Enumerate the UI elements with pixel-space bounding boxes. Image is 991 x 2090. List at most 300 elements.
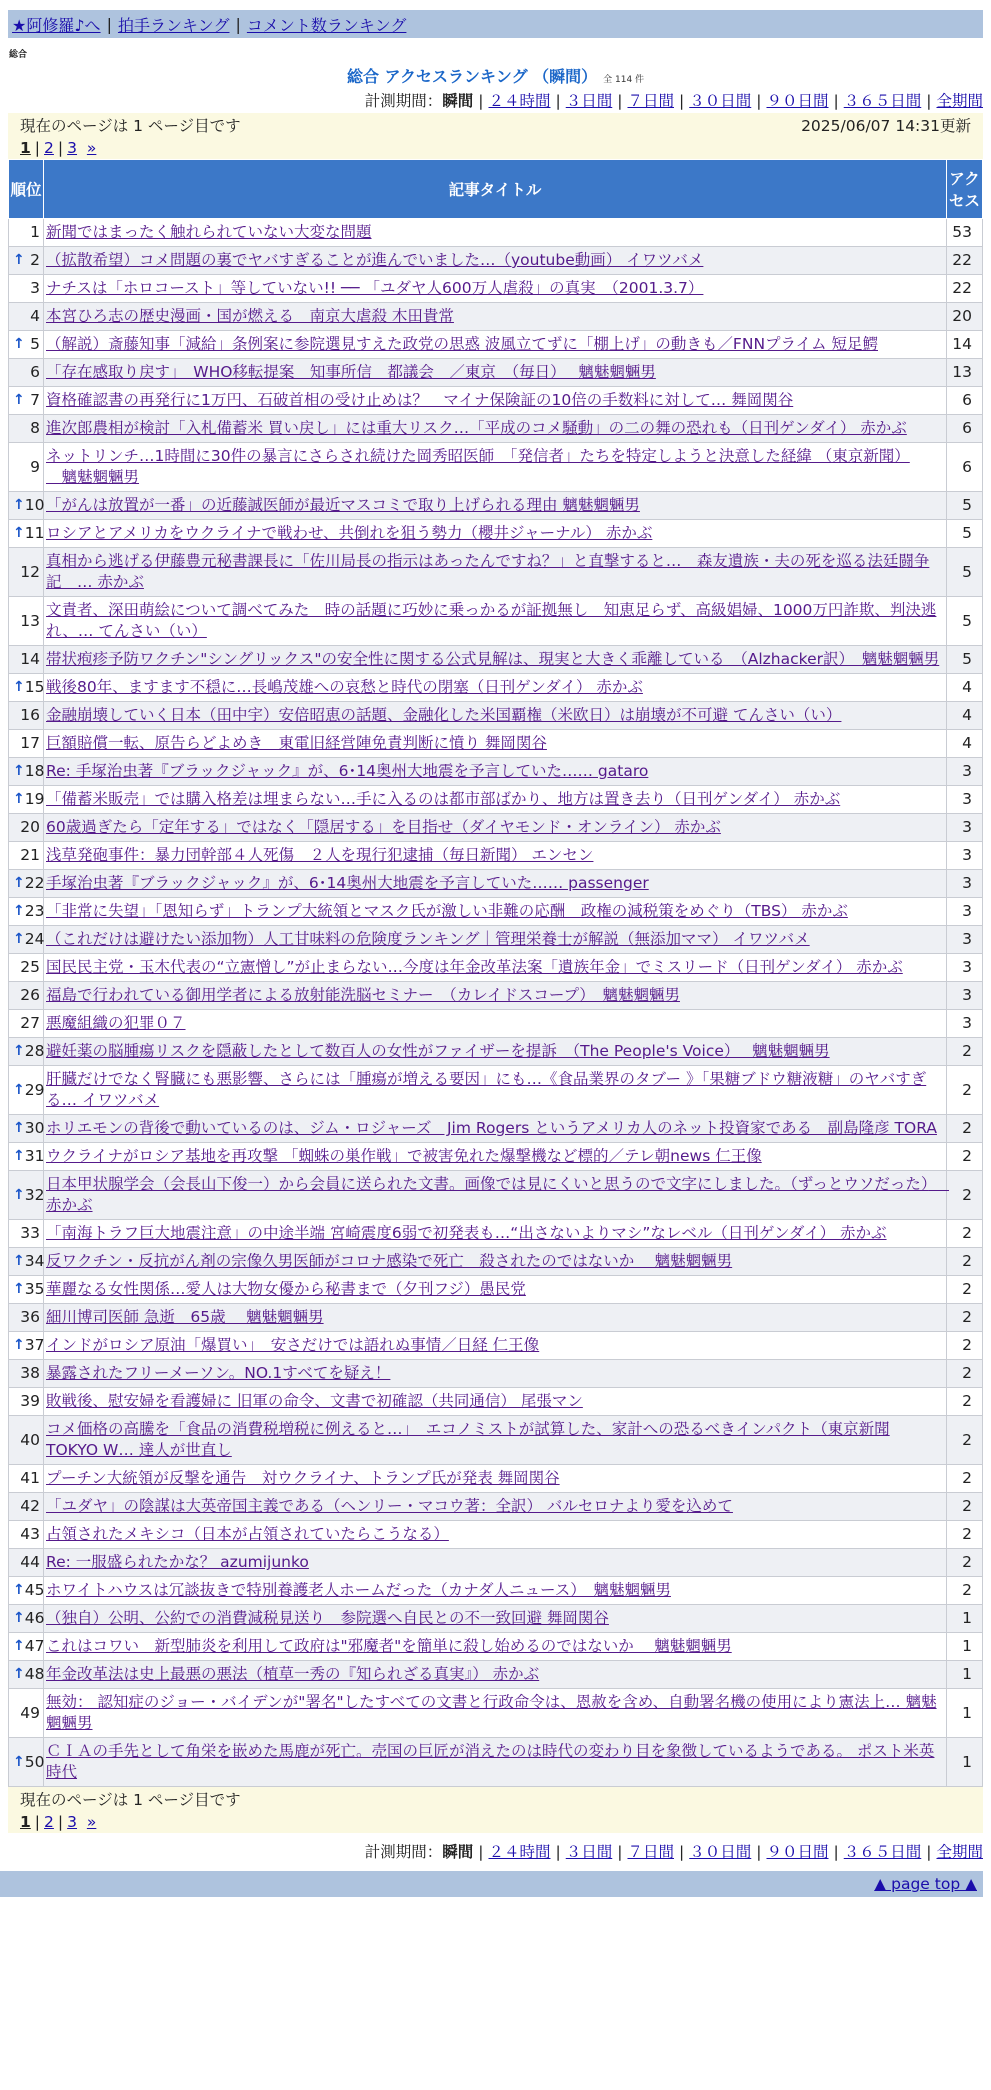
article-link[interactable]: 国民民主党・玉木代表の“立憲憎し”が止まらない…今度は年金改革法案「遺族年金」でミスリード（日刊ゲンダイ） 赤かぶ [46, 958, 903, 976]
home-link[interactable]: ★阿修羅♪へ [12, 15, 101, 35]
title-cell [44, 492, 947, 520]
article-link[interactable]: 反ワクチン・反抗がん剤の宗像久男医師がコロナ感染で死亡 殺されたのではないか 魑魅魍魎男 [46, 1252, 733, 1270]
rank-number: 49 [20, 1703, 40, 1722]
access-count: 2 [947, 1304, 983, 1332]
article-link[interactable]: 日本甲状腺学会（会長山下俊一）から会員に送られた文書。画像では見にくいと思うので文字にしました。（ずっとウソだった） 赤かぶ [46, 1175, 950, 1214]
table-row [9, 1066, 983, 1115]
rank-cell [9, 1388, 44, 1416]
title-cell [44, 982, 947, 1010]
access-count: 2 [947, 1360, 983, 1388]
rank-cell [9, 1115, 44, 1143]
current-page-text: 現在のページは 1 ページ目です [20, 117, 241, 135]
clap-ranking-link[interactable]: 拍手ランキング [117, 15, 230, 35]
rank-cell [9, 1066, 44, 1115]
title-cell [44, 730, 947, 758]
access-count: 2 [947, 1465, 983, 1493]
article-link[interactable]: コメ価格の高騰を「食品の消費税増税に例えると…」 エコノミストが試算した、家計への恐るべきインパクト（東京新聞 TOKYO W… 達人が世直し [46, 1420, 890, 1459]
rank-number: 20 [20, 818, 40, 836]
next-page-link[interactable]: » [86, 1813, 97, 1831]
article-link[interactable]: 浅草発砲事件：暴力団幹部４人死傷 ２人を現行犯逮捕（毎日新聞） エンセン [46, 846, 594, 864]
table-row [9, 548, 983, 597]
rank-cell [9, 597, 44, 646]
up-arrow-icon: ↑ [13, 1666, 25, 1682]
period-selector-bottom [0, 1837, 983, 1867]
rank-number: 21 [20, 846, 40, 864]
table-row [9, 1738, 983, 1787]
table-row [9, 842, 983, 870]
article-link[interactable]: ＣＩＡの手先として角栄を嵌めた馬鹿が死亡。売国の巨匠が消えたのは時代の変わり目を象徴しているようである。 ポスト米英時代 [46, 1742, 935, 1781]
title-cell [44, 1360, 947, 1388]
table-row [9, 275, 983, 303]
ranking-table [8, 159, 983, 1787]
period-option: 瞬間 [442, 92, 474, 110]
article-link[interactable]: 「ユダヤ」の陰謀は大英帝国主義である（ヘンリー・マコウ著：全訳） バルセロナより愛を込めて [46, 1497, 733, 1515]
table-row [9, 898, 983, 926]
rank-number: 4 [30, 307, 40, 325]
page-top-bar [0, 1871, 983, 1897]
pager-top [8, 113, 983, 159]
article-link[interactable]: 手塚治虫著『ブラックジャック』が、6･14奥州大地震を予言していた…… passenger [46, 874, 649, 892]
rank-number: 22 [24, 874, 45, 892]
rank-number: 11 [24, 524, 45, 542]
table-row [9, 1633, 983, 1661]
article-link[interactable]: 「非常に失望」「恩知らず」トランプ大統領とマスク氏が激しい非難の応酬 政権の減税策をめぐり（TBS） 赤かぶ [46, 902, 848, 920]
table-row [9, 702, 983, 730]
table-row [9, 1010, 983, 1038]
up-arrow-icon: ↑ [13, 1638, 25, 1654]
rank-cell [9, 387, 44, 415]
up-arrow-icon: ↑ [13, 1120, 25, 1136]
up-arrow-icon: ↑ [13, 875, 25, 891]
article-link[interactable]: 占領されたメキシコ（日本が占領されていたらこうなる） [46, 1525, 449, 1543]
access-count: 1 [947, 1633, 983, 1661]
col-title: 記事タイトル [44, 160, 947, 219]
period-option[interactable]: 全期間 [936, 92, 983, 110]
article-link[interactable]: 「存在感取り戻す」 WHO移転提案 知事所信 都議会 ／東京 （毎日） 魑魅魍魎男 [46, 363, 656, 381]
access-count: 3 [947, 814, 983, 842]
article-link[interactable]: ホワイトハウスは冗談抜きで特別養護老人ホームだった（カナダ人ニュース） 魑魅魍魎男 [46, 1581, 671, 1599]
title-cell [44, 275, 947, 303]
up-arrow-icon: ↑ [13, 1043, 25, 1059]
rank-cell [9, 1171, 44, 1220]
period-option[interactable]: 全期間 [936, 1843, 983, 1861]
period-option[interactable]: ３０日間 [689, 92, 752, 110]
rank-number: 19 [24, 790, 45, 808]
title-cell [44, 1388, 947, 1416]
page-link[interactable]: 2 [44, 139, 54, 157]
period-selector [0, 89, 983, 113]
table-row [9, 1332, 983, 1360]
page-link[interactable]: 2 [44, 1813, 54, 1831]
period-option[interactable]: ２４時間 [488, 92, 551, 110]
period-option[interactable]: ２４時間 [488, 1843, 551, 1861]
article-link[interactable]: 暴露されたフリーメーソン。NO.1すべてを疑え！ [46, 1364, 391, 1382]
access-count: 3 [947, 898, 983, 926]
table-row [9, 646, 983, 674]
article-link[interactable]: 進次郎農相が検討「入札備蓄米 買い戻し」には重大リスク…「平成のコメ騒動」の二の舞の恐れも（日刊ゲンダイ） 赤かぶ [46, 419, 907, 437]
rank-number: 32 [24, 1185, 45, 1204]
article-link[interactable]: インドがロシア原油「爆買い」 安さだけでは語れぬ事情／日経 仁王像 [46, 1336, 540, 1354]
page-link[interactable]: 3 [67, 1813, 78, 1831]
title-cell [44, 1633, 947, 1661]
access-count: 22 [947, 247, 983, 275]
rank-cell [9, 814, 44, 842]
title-cell [44, 303, 947, 331]
table-row [9, 730, 983, 758]
period-option[interactable]: ３６５日間 [843, 92, 922, 110]
period-sep: | [555, 92, 561, 110]
access-count: 2 [947, 1493, 983, 1521]
current-page-text: 現在のページは 1 ページ目です [20, 1791, 241, 1809]
title-cell [44, 1605, 947, 1633]
access-count: 2 [947, 1038, 983, 1066]
rank-cell [9, 548, 44, 597]
rank-cell [9, 415, 44, 443]
title-cell [44, 1549, 947, 1577]
up-arrow-icon: ↑ [13, 1753, 25, 1770]
up-arrow-icon: ↑ [13, 1337, 25, 1353]
title-cell [44, 1276, 947, 1304]
title-cell [44, 842, 947, 870]
period-option[interactable]: ９０日間 [766, 1843, 829, 1861]
table-row [9, 1416, 983, 1465]
access-count: 2 [947, 1388, 983, 1416]
article-link[interactable]: 資格確認書の再発行に1万円、石破首相の受け止めは？ マイナ保険証の10倍の手数料に対して… 舞岡関谷 [46, 391, 794, 409]
period-option[interactable]: ３６５日間 [843, 1843, 922, 1861]
article-link[interactable]: 「備蓄米販売」では購入格差は埋まらない…手に入るのは都市部ばかり、地方は置き去り（日刊ゲンダイ） 赤かぶ [46, 790, 841, 808]
article-link[interactable]: ナチスは「ホロコースト」等していない!! ── 「ユダヤ人600万人虐殺」の真実 （2001.3.7） [46, 279, 704, 297]
title-cell [44, 1465, 947, 1493]
article-link[interactable]: 避妊薬の脳腫瘍リスクを隠蔽したとして数百人の女性がファイザーを提訴 （The People's Voice） 魑魅魍魎男 [46, 1042, 830, 1060]
article-link[interactable]: 帯状疱疹予防ワクチン"シングリックス"の安全性に関する公式見解は、現実と大きく乖離している （Alzhacker訳） 魑魅魍魎男 [46, 650, 940, 668]
rank-cell [9, 786, 44, 814]
rank-number: 30 [24, 1119, 45, 1137]
table-row [9, 1493, 983, 1521]
title-cell [44, 548, 947, 597]
nav-sep: | [106, 14, 112, 34]
rank-number: 1 [30, 223, 40, 241]
rank-cell [9, 1521, 44, 1549]
article-link[interactable]: 年金改革法は史上最悪の悪法（植草一秀の『知られざる真実』） 赤かぶ [46, 1665, 540, 1683]
rank-number: 25 [20, 958, 40, 976]
title-cell [44, 1577, 947, 1605]
table-row [9, 1549, 983, 1577]
period-option: 瞬間 [442, 1843, 474, 1861]
title-cell [44, 1689, 947, 1738]
rank-number: 46 [24, 1609, 45, 1627]
period-sep: | [679, 1843, 685, 1861]
period-label: 計測期間： [364, 92, 443, 110]
rank-cell [9, 702, 44, 730]
rank-number: 35 [24, 1280, 45, 1298]
page-top-link[interactable]: ▲ page top ▲ [874, 1875, 977, 1893]
page-link: 1 [20, 1813, 31, 1831]
rank-number: 29 [24, 1080, 45, 1099]
up-arrow-icon: ↑ [13, 392, 25, 408]
access-count: 3 [947, 870, 983, 898]
article-link[interactable]: 華麗なる女性関係…愛人は大物女優から秘書まで（夕刊フジ）愚民党 [46, 1280, 526, 1298]
table-row [9, 443, 983, 492]
up-arrow-icon: ↑ [13, 1610, 25, 1626]
title-cell [44, 1066, 947, 1115]
rank-number: 2 [30, 251, 40, 269]
rank-cell [9, 1465, 44, 1493]
table-row [9, 758, 983, 786]
page-sep: | [34, 139, 41, 157]
article-link[interactable]: 肝臓だけでなく腎臓にも悪影響、さらには「腫瘍が増える要因」にも…《食品業界のタブー 》「果糖ブドウ糖液糖」のヤバすぎる… イワツバメ [46, 1070, 927, 1109]
article-link[interactable]: 文責者、深田萌絵について調べてみた 時の話題に巧妙に乗っかるが証拠無し 知恵足らず、高級娼婦、1000万円詐欺、判決逃れ、… てんさい（い） [46, 601, 937, 640]
rank-cell [9, 443, 44, 492]
table-row [9, 674, 983, 702]
table-row [9, 1388, 983, 1416]
article-link[interactable]: 福島で行われている御用学者による放射能洗脳セミナー （カレイドスコープ） 魑魅魍魎男 [46, 986, 680, 1004]
table-row [9, 520, 983, 548]
rank-cell [9, 1220, 44, 1248]
access-count: 20 [947, 303, 983, 331]
title-cell [44, 597, 947, 646]
access-count: 2 [947, 1248, 983, 1276]
access-count: 3 [947, 1010, 983, 1038]
comment-ranking-link[interactable]: コメント数ランキング [246, 15, 407, 35]
period-sep: | [756, 92, 762, 110]
table-row [9, 492, 983, 520]
table-row [9, 597, 983, 646]
rank-number: 27 [20, 1014, 40, 1032]
title-cell [44, 1115, 947, 1143]
title-cell [44, 1171, 950, 1220]
page-sep: | [57, 1813, 64, 1831]
total-count: 全 114 件 [603, 75, 645, 85]
up-arrow-icon: ↑ [13, 1186, 25, 1203]
rank-number: 17 [20, 734, 40, 752]
page-sep: | [57, 139, 64, 157]
up-arrow-icon: ↑ [13, 903, 25, 919]
article-link[interactable]: ネットリンチ…1時間に30件の暴言にさらされ続けた岡秀昭医師 「発信者」たちを特定しようと決意した経緯 （東京新聞） 魑魅魍魎男 [46, 447, 910, 486]
period-sep: | [478, 1843, 484, 1861]
rank-cell [9, 870, 44, 898]
rank-number: 6 [30, 363, 40, 381]
table-row [9, 814, 983, 842]
table-row [9, 415, 983, 443]
article-link[interactable]: 真相から逃げる伊藤豊元秘書課長に「佐川局長の指示はあったんですね？」と直撃すると… 森友遺族・夫の死を巡る法廷闘争記 … 赤かぶ [46, 552, 930, 591]
article-link[interactable]: 金融崩壊していく日本（田中宇）安倍昭恵の話題、金融化した米国覇権（米欧日）は崩壊が不可避 てんさい（い） [46, 706, 842, 724]
article-link[interactable]: （独自）公明、公約での消費減税見送り 参院選へ自民との不一致回避 舞岡関谷 [46, 1609, 609, 1627]
up-arrow-icon: ↑ [13, 525, 25, 541]
article-link[interactable]: （拡散希望）コメ問題の裏でヤバすぎることが進んでいました…（youtube動画） イワツバメ [46, 251, 704, 269]
access-count: 1 [947, 1605, 983, 1633]
rank-number: 24 [24, 930, 45, 948]
access-count: 2 [947, 1220, 983, 1248]
article-link[interactable]: 戦後80年、ますます不穏に…長嶋茂雄への哀愁と時代の閉塞（日刊ゲンダイ） 赤かぶ [46, 678, 643, 696]
title-cell [44, 1738, 947, 1787]
access-count: 2 [947, 1521, 983, 1549]
rank-cell [9, 1605, 44, 1633]
title-cell [44, 1304, 947, 1332]
up-arrow-icon: ↑ [13, 1582, 25, 1598]
table-row [9, 303, 983, 331]
title-cell [44, 758, 947, 786]
up-arrow-icon: ↑ [13, 931, 25, 947]
top-nav [8, 10, 983, 38]
title-cell [44, 1038, 947, 1066]
period-sep: | [555, 1843, 561, 1861]
title-cell [44, 954, 947, 982]
title-cell [44, 1248, 947, 1276]
article-link[interactable]: 本宮ひろ志の歴史漫画・国が燃える 南京大虐殺 木田貴常 [46, 307, 454, 325]
rank-number: 50 [24, 1752, 45, 1771]
rank-number: 39 [20, 1392, 40, 1410]
rank-cell [9, 359, 44, 387]
table-row [9, 954, 983, 982]
article-link[interactable]: （これだけは避けたい添加物）人工甘味料の危険度ランキング｜管理栄養士が解説（無添加ママ） イワツバメ [46, 930, 810, 948]
page-link[interactable]: 3 [67, 139, 78, 157]
rank-number: 47 [24, 1637, 45, 1655]
rank-number: 8 [30, 419, 40, 437]
rank-cell [9, 1549, 44, 1577]
up-arrow-icon: ↑ [13, 1253, 25, 1269]
rank-number: 26 [20, 986, 40, 1004]
period-option[interactable]: ３０日間 [689, 1843, 752, 1861]
rank-cell [9, 646, 44, 674]
article-link[interactable]: プーチン大統領が反撃を通告 対ウクライナ、トランプ氏が発表 舞岡関谷 [46, 1469, 560, 1487]
rank-cell [9, 520, 44, 548]
page-title [0, 64, 991, 86]
article-link[interactable]: 無効： 認知症のジョー・バイデンが"署名"したすべての文書と行政命令は、恩赦を含め、自動署名機の使用により憲法上… 魑魅魍魎男 [46, 1693, 937, 1732]
title-cell [44, 674, 947, 702]
access-count: 3 [947, 982, 983, 1010]
period-option[interactable]: ７日間 [627, 1843, 674, 1861]
table-row [9, 1143, 983, 1171]
table-row [9, 219, 983, 247]
rank-number: 31 [24, 1147, 45, 1165]
access-count: 6 [947, 387, 983, 415]
access-count: 5 [947, 646, 983, 674]
title-cell [44, 219, 947, 247]
access-count: 3 [947, 954, 983, 982]
period-sep: | [478, 92, 484, 110]
table-row [9, 1248, 983, 1276]
table-row [9, 1038, 983, 1066]
article-link[interactable]: 敗戦後、慰安婦を看護婦に 旧軍の命令、文書で初確認（共同通信） 尾張マン [46, 1392, 583, 1410]
article-link[interactable]: Re: 手塚治虫著『ブラックジャック』が、6･14奥州大地震を予言していた…… gataro [46, 762, 649, 780]
title-cell [44, 926, 947, 954]
article-link[interactable]: ホリエモンの背後で動いているのは、ジム・ロジャーズ Jim Rogers というアメリカ人のネット投資家である 副島隆彦 TORA [46, 1119, 937, 1137]
article-link[interactable]: 「南海トラフ巨大地震注意」の中途半端 宮崎震度6弱で初発表も…“出さないよりマシ”なレベル（日刊ゲンダイ） 赤かぶ [46, 1224, 887, 1242]
table-row [9, 247, 983, 275]
access-count: 14 [947, 331, 983, 359]
up-arrow-icon: ↑ [13, 336, 25, 352]
up-arrow-icon: ↑ [13, 252, 25, 268]
col-access: アクセス [947, 160, 983, 219]
access-count: 3 [947, 786, 983, 814]
article-link[interactable]: 細川博司医師 急逝 65歳 魑魅魍魎男 [46, 1308, 324, 1326]
rank-number: 23 [24, 902, 45, 920]
access-count: 4 [947, 730, 983, 758]
rank-number: 33 [20, 1224, 40, 1242]
period-option[interactable]: ３日間 [565, 1843, 613, 1861]
title-cell [44, 1521, 947, 1549]
page-links [20, 137, 971, 159]
rank-cell [9, 247, 44, 275]
table-row [9, 387, 983, 415]
nav-sep: | [235, 14, 241, 34]
title-cell [44, 786, 947, 814]
access-count: 2 [947, 1332, 983, 1360]
up-arrow-icon: ↑ [13, 763, 25, 779]
rank-cell [9, 1010, 44, 1038]
access-count: 2 [947, 1115, 983, 1143]
title-cell [44, 702, 947, 730]
title-cell [44, 1220, 947, 1248]
period-sep: | [833, 92, 839, 110]
access-count: 4 [947, 702, 983, 730]
rank-cell [9, 842, 44, 870]
title-cell [44, 331, 947, 359]
table-row [9, 926, 983, 954]
period-sep: | [926, 92, 932, 110]
access-count: 1 [947, 1661, 983, 1689]
page-links [20, 1811, 971, 1833]
title-cell [44, 1416, 947, 1465]
access-count: 3 [947, 758, 983, 786]
article-link[interactable]: 巨額賠償一転、原告らどよめき 東電旧経営陣免責判断に憤り 舞岡関谷 [46, 734, 547, 752]
table-row [9, 1171, 983, 1220]
period-sep: | [833, 1843, 839, 1861]
article-link[interactable]: これはコワい 新型肺炎を利用して政府は"邪魔者"を簡単に殺し始めるのではないか 魑魅魍魎男 [46, 1637, 732, 1655]
period-sep: | [756, 1843, 762, 1861]
up-arrow-icon: ↑ [13, 791, 25, 807]
period-option[interactable]: ７日間 [627, 92, 674, 110]
article-link[interactable]: 「がんは放置が一番」の近藤誠医師が最近マスコミで取り上げられる理由 魑魅魍魎男 [46, 496, 640, 514]
period-option[interactable]: ９０日間 [766, 92, 829, 110]
access-count: 2 [947, 1276, 983, 1304]
updated-time: 2025/06/07 14:31更新 [801, 117, 971, 135]
access-count: 3 [947, 926, 983, 954]
access-count: 13 [947, 359, 983, 387]
access-count: 1 [947, 1689, 983, 1738]
rank-number: 10 [24, 496, 45, 514]
rank-cell [9, 1248, 44, 1276]
up-arrow-icon: ↑ [13, 1148, 25, 1164]
category-crumb: 総合 [9, 50, 28, 60]
access-count: 5 [947, 520, 983, 548]
article-link[interactable]: 新聞ではまったく触れられていない大変な問題 [46, 223, 372, 241]
article-link[interactable]: Re: 一服盛られたかな？ azumijunko [46, 1553, 309, 1571]
article-link[interactable]: ウクライナがロシア基地を再攻撃 「蜘蛛の巣作戦」で被害免れた爆撃機など標的／テレ朝news 仁王像 [46, 1147, 762, 1165]
rank-cell [9, 926, 44, 954]
title-cell [44, 1143, 947, 1171]
rank-number: 42 [20, 1497, 40, 1515]
rank-number: 45 [24, 1581, 45, 1599]
rank-cell [9, 1304, 44, 1332]
title-cell [44, 247, 947, 275]
article-link[interactable]: ロシアとアメリカをウクライナで戦わせ、共倒れを狙う勢力（櫻井ジャーナル） 赤かぶ [46, 524, 653, 542]
article-link[interactable]: （解説）斎藤知事「減給」条例案に参院選見すえた政党の思惑 波風立てずに「棚上げ」の動きも／FNNプライム 短足鰐 [46, 335, 878, 353]
rank-number: 14 [20, 650, 40, 668]
rank-cell [9, 1416, 44, 1465]
rank-cell [9, 1276, 44, 1304]
rank-number: 48 [24, 1665, 45, 1683]
article-link[interactable]: 60歳過ぎたら「定年する」ではなく「隠居する」を目指せ（ダイヤモンド・オンライン） 赤かぶ [46, 818, 721, 836]
rank-cell [9, 1493, 44, 1521]
next-page-link[interactable]: » [86, 139, 97, 157]
title-cell [44, 387, 947, 415]
rank-cell [9, 303, 44, 331]
rank-cell [9, 1738, 44, 1787]
rank-number: 15 [24, 678, 45, 696]
period-option[interactable]: ３日間 [565, 92, 613, 110]
article-link[interactable]: 悪魔組織の犯罪０７ [46, 1014, 186, 1032]
